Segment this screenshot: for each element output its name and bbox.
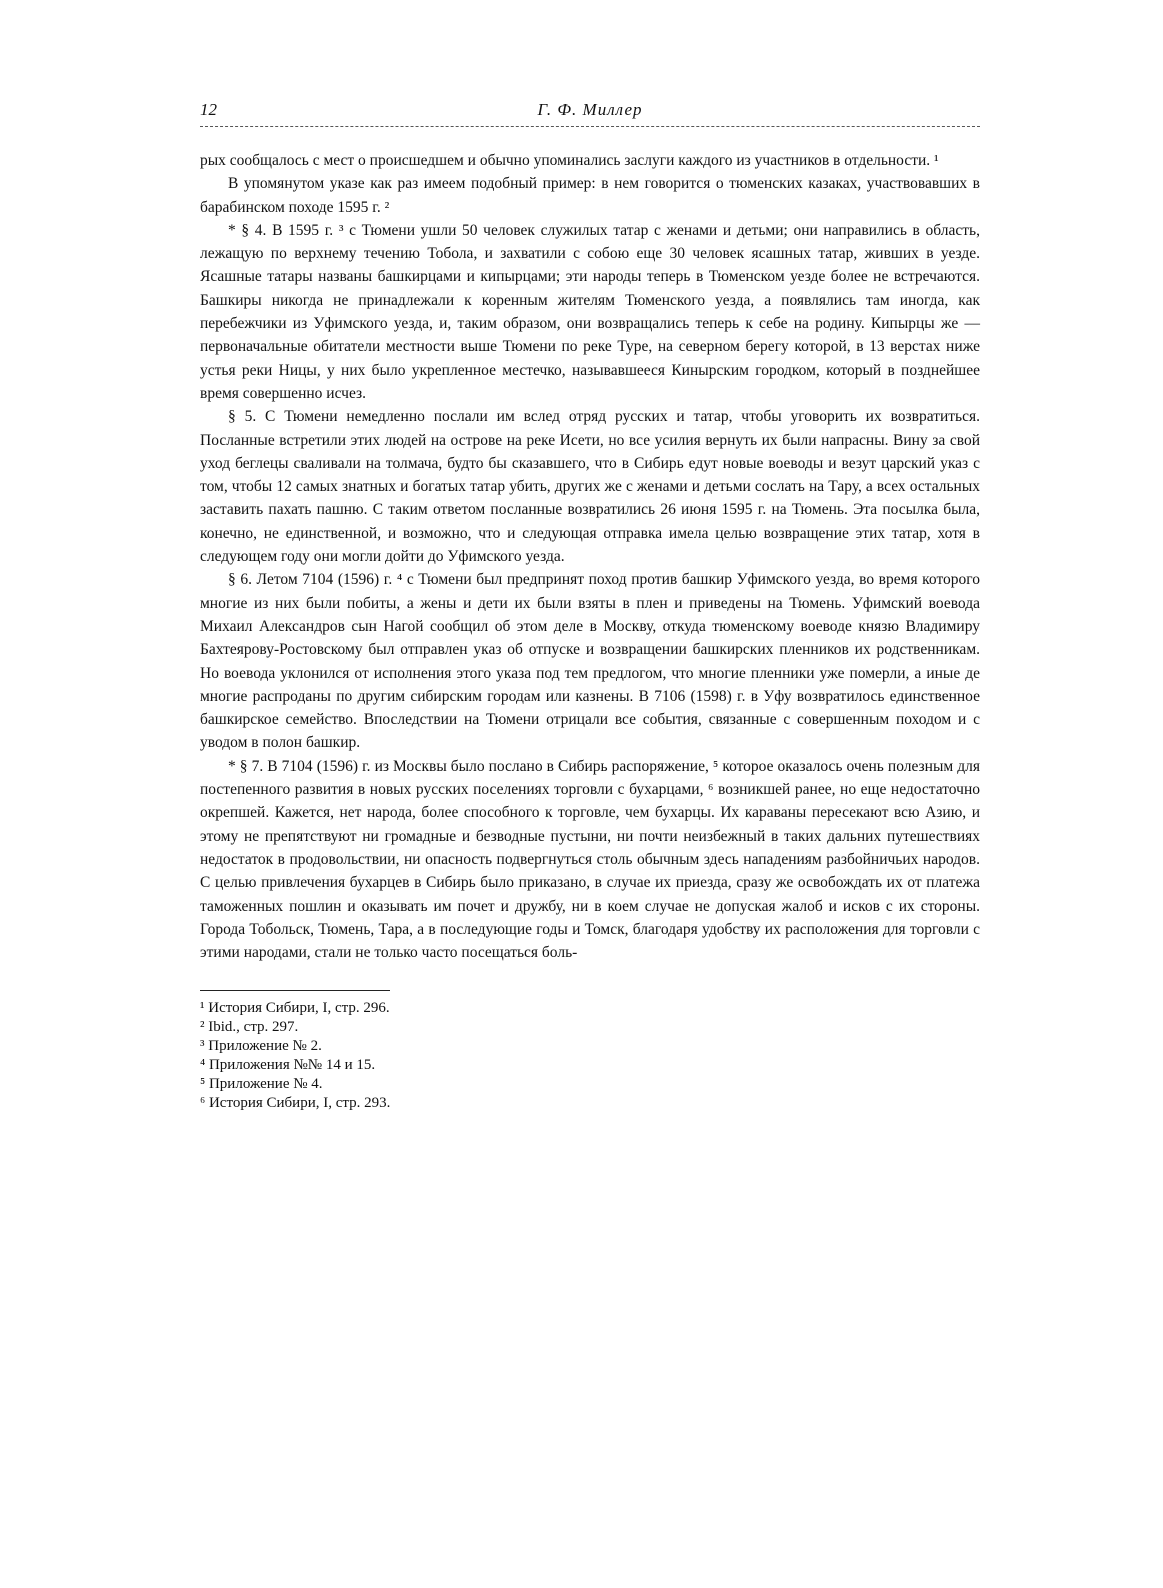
page xyxy=(200,100,980,1113)
running-header-author: Г. Ф. Миллер xyxy=(537,100,643,119)
running-header xyxy=(200,100,980,127)
paragraph: § 6. Летом 7104 (1596) г. ⁴ с Тюмени был предпринят поход против башкир Уфимского уезда, во время которого многие из них были побиты, а жены и дети их были взяты в плен и приведены на Тюмень. Уфимский воевода Михаил Александров сын Нагой сообщил об этом деле в Москву, откуда тюменскому воеводе князю Владимиру Бахтеярову-Ростовскому был отправлен указ об отпуске и возвращении башкирских пленников их родственникам. Но воевода уклонился от исполнения этого указа под тем предлогом, что многие пленники уже померли, а иные де многие распроданы по другим сибирским городам или казнены. В 7106 (1598) г. в Уфу возвратилось единственное башкирское семейство. Впоследствии на Тюмени отрицали все события, связанные с совершенным походом и с уводом в полон башкир. xyxy=(200,571,980,752)
footnotes xyxy=(200,999,980,1113)
footnote: ³ Приложение № 2. xyxy=(200,1038,322,1055)
paragraph: * § 7. В 7104 (1596) г. из Москвы было послано в Сибирь распоряжение, ⁵ которое оказалось очень полезным для постепенного развития в новых русских поселениях торговли с бухарцами, ⁶ возникшей ранее, но еще недостаточно окрепшей. Кажется, нет народа, более способного к торговле, чем бухарцы. Их караваны пересекают всю Азию, и этому не препятствуют ни громадные и безводные пустыни, ни почти неизбежный в таких дальних путешествиях недостаток в продовольствии, ни опасность подвергнуться столь обычным здесь нападениям разбойничьих народов. С целью привлечения бухарцев в Сибирь было приказано, в случае их приезда, сразу же освобождать их от платежа таможенных пошлин и оказывать им почет и дружбу, ни в коем случае не допуская жалоб и исков с их стороны. Города Тобольск, Тюмень, Тара, а в последующие годы и Томск, благодаря удобству их расположения для торговли с этими народами, стали не только часто посещаться боль- xyxy=(200,757,980,962)
page-number: 12 xyxy=(200,100,217,119)
paragraph: § 5. С Тюмени немедленно послали им вслед отряд русских и татар, чтобы уговорить их возвратиться. Посланные встретили этих людей на острове на реке Исети, но все усилия вернуть их были напрасны. Вину за свой уход беглецы сваливали на толмача, будто бы сказавшего, что в Сибирь едут новые воеводы и везут царский указ с том, чтобы 12 самых знатных и богатых татар убить, других же с женами и детьми сослать на Тару, а всех остальных заставить пахать пашню. С таким ответом посланные возвратились 26 июня 1595 г. на Тюмень. Эта посылка была, конечно, не единственной, и возможно, что и следующая отправка имела целью возвращение этих татар, хотя в следующем году они могли дойти до Уфимского уезда. xyxy=(200,408,980,566)
paragraph: рых сообщалось с мест о происшедшем и обычно упоминались заслуги каждого из участников в отдельности. ¹ xyxy=(200,152,939,169)
footnote-divider xyxy=(200,990,390,991)
footnote: ² Ibid., стр. 297. xyxy=(200,1019,299,1036)
footnote: ¹ История Сибири, I, стр. 296. xyxy=(200,1000,390,1017)
body-text xyxy=(200,149,980,964)
paragraph: * § 4. В 1595 г. ³ с Тюмени ушли 50 человек служилых татар с женами и детьми; они направились в область, лежащую по верхнему течению Тобола, и захватили с собою еще 30 человек ясашных татар, живших в уезде. Ясашные татары названы башкирцами и кипырцами; эти народы теперь в Тюменском уезде более не встречаются. Башкиры никогда не принадлежали к коренным жителям Тюменского уезда, а появлялись там иногда, как перебежчики из Уфимского уезда, и, таким образом, они возвращались теперь к себе на родину. Кипырцы же — первоначальные обитатели местности выше Тюмени по реке Туре, на северном берегу которой, в 13 верстах ниже устья реки Ницы, у них было укрепленное местечко, называвшееся Кинырским городком, который в позднейшее время совершенно исчез. xyxy=(200,221,980,402)
footnote: ⁶ История Сибири, I, стр. 293. xyxy=(200,1095,391,1112)
paragraph: В упомянутом указе как раз имеем подобный пример: в нем говорится о тюменских казаках, участвовавших в барабинском походе 1595 г. ² xyxy=(200,175,980,216)
footnote: ⁴ Приложения №№ 14 и 15. xyxy=(200,1057,376,1074)
footnote: ⁵ Приложение № 4. xyxy=(200,1076,323,1093)
